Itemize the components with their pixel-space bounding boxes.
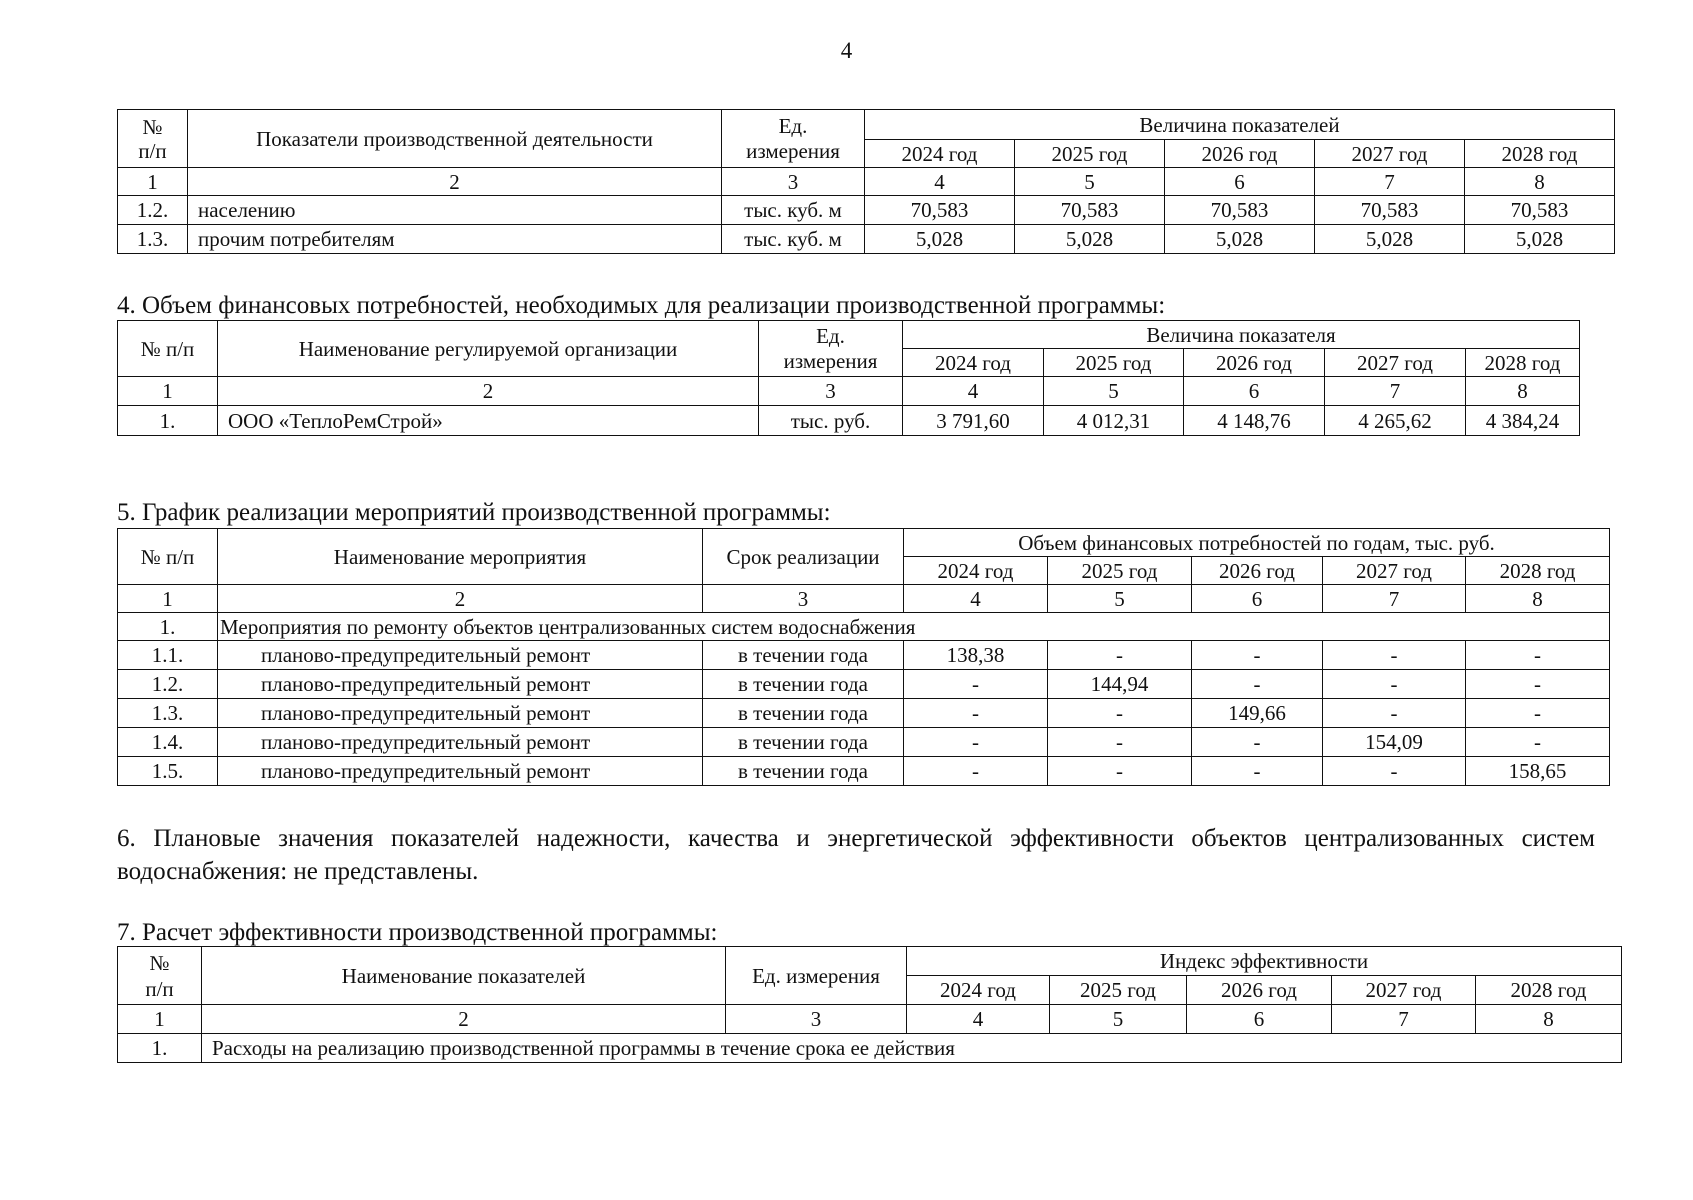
header-indicator: Показатели производственной деятельности: [188, 110, 722, 168]
row-value: 3 791,60: [903, 406, 1044, 436]
table-row: [118, 1034, 1622, 1063]
row-name: населению: [188, 196, 722, 225]
header-year: 2026 год: [1165, 140, 1315, 168]
row-value: -: [1048, 728, 1192, 757]
row-value: 5,028: [865, 225, 1015, 254]
col-index: 3: [703, 585, 904, 613]
header-year: 2024 год: [865, 140, 1015, 168]
row-value: -: [1192, 670, 1323, 699]
row-value: 4 148,76: [1184, 406, 1325, 436]
col-index: 1: [118, 168, 188, 196]
group-row-name: Мероприятия по ремонту объектов централизованных систем водоснабжения: [218, 613, 1610, 641]
row-value: 70,583: [865, 196, 1015, 225]
row-num: 1.3.: [118, 699, 218, 728]
col-index: 2: [188, 168, 722, 196]
row-activity: планово-предупредительный ремонт: [218, 670, 703, 699]
row-term: в течении года: [703, 670, 904, 699]
header-unit: Ед. измерения: [759, 321, 903, 377]
header-num: № п/п: [118, 321, 218, 377]
col-index: 8: [1476, 1005, 1622, 1034]
col-index: 4: [865, 168, 1015, 196]
col-index: 1: [118, 585, 218, 613]
row-term: в течении года: [703, 699, 904, 728]
row-value: -: [1466, 699, 1610, 728]
row-num: 1.3.: [118, 225, 188, 254]
header-activity: Наименование мероприятия: [218, 529, 703, 585]
header-year: 2026 год: [1192, 557, 1323, 585]
row-value: -: [904, 757, 1048, 786]
col-index: 3: [722, 168, 865, 196]
col-index: 5: [1050, 1005, 1187, 1034]
header-year: 2025 год: [1015, 140, 1165, 168]
header-year: 2027 год: [1325, 349, 1466, 377]
row-value: -: [1192, 757, 1323, 786]
column-index-row: [118, 377, 1580, 406]
header-values-group: Объем финансовых потребностей по годам, тыс. руб.: [904, 529, 1610, 557]
header-indicator: Наименование показателей: [202, 947, 726, 1005]
column-index-row: [118, 585, 1610, 613]
row-value: 4 265,62: [1325, 406, 1466, 436]
col-index: 8: [1466, 585, 1610, 613]
row-value: -: [1192, 728, 1323, 757]
table-row: [118, 641, 1610, 670]
header-year: 2026 год: [1184, 349, 1325, 377]
col-index: 6: [1165, 168, 1315, 196]
row-value: -: [1466, 728, 1610, 757]
row-value: 149,66: [1192, 699, 1323, 728]
header-year: 2025 год: [1048, 557, 1192, 585]
col-index: 8: [1465, 168, 1615, 196]
header-year: 2025 год: [1044, 349, 1184, 377]
header-num: № п/п: [118, 110, 188, 168]
row-value: 70,583: [1315, 196, 1465, 225]
header-index-group: Индекс эффективности: [907, 947, 1622, 976]
section-4-title: 4. Объем финансовых потребностей, необходимых для реализации производственной программы:: [117, 292, 1166, 319]
page-number: 4: [840, 38, 853, 63]
col-index: 4: [903, 377, 1044, 406]
row-value: -: [1323, 670, 1466, 699]
table-row: [118, 225, 1615, 254]
row-num: 1.2.: [118, 196, 188, 225]
row-num: 1.: [118, 1034, 202, 1063]
header-year: 2027 год: [1332, 976, 1476, 1005]
row-value: 5,028: [1015, 225, 1165, 254]
row-value: 138,38: [904, 641, 1048, 670]
row-num: 1.1.: [118, 641, 218, 670]
col-index: 2: [202, 1005, 726, 1034]
header-year: 2024 год: [907, 976, 1050, 1005]
section-5-title: 5. График реализации мероприятий производственной программы:: [117, 499, 831, 526]
table-row: [118, 699, 1610, 728]
row-num: 1.5.: [118, 757, 218, 786]
col-index: 6: [1187, 1005, 1332, 1034]
row-value: -: [1192, 641, 1323, 670]
header-year: 2024 год: [903, 349, 1044, 377]
row-value: 5,028: [1165, 225, 1315, 254]
row-num: 1.4.: [118, 728, 218, 757]
financial-needs-table: [117, 320, 1580, 436]
row-value: -: [1323, 699, 1466, 728]
row-value: 154,09: [1323, 728, 1466, 757]
col-index: 5: [1048, 585, 1192, 613]
header-unit: Ед. измерения: [726, 947, 907, 1005]
row-indicator: Расходы на реализацию производственной программы в течение срока ее действия: [202, 1034, 1622, 1063]
col-index: 7: [1325, 377, 1466, 406]
row-value: -: [904, 670, 1048, 699]
table-row: [118, 670, 1610, 699]
row-name: прочим потребителям: [188, 225, 722, 254]
header-term: Срок реализации: [703, 529, 904, 585]
col-index: 6: [1184, 377, 1325, 406]
efficiency-table: [117, 946, 1622, 1063]
row-activity: планово-предупредительный ремонт: [218, 728, 703, 757]
row-num: 1.: [118, 406, 218, 436]
header-num: № п/п: [118, 529, 218, 585]
row-value: -: [904, 699, 1048, 728]
row-value: -: [1466, 641, 1610, 670]
header-year: 2026 год: [1187, 976, 1332, 1005]
col-index: 5: [1044, 377, 1184, 406]
row-unit: тыс. руб.: [759, 406, 903, 436]
row-value: -: [1048, 699, 1192, 728]
col-index: 1: [118, 1005, 202, 1034]
col-index: 4: [907, 1005, 1050, 1034]
column-index-row: [118, 168, 1615, 196]
header-year: 2025 год: [1050, 976, 1187, 1005]
row-value: -: [1323, 641, 1466, 670]
row-value: 5,028: [1315, 225, 1465, 254]
section-7-title: 7. Расчет эффективности производственной программы:: [117, 919, 718, 946]
header-unit: Ед. измерения: [722, 110, 865, 168]
row-value: 70,583: [1165, 196, 1315, 225]
table-row: [118, 728, 1610, 757]
col-index: 2: [218, 377, 759, 406]
row-value: 4 384,24: [1466, 406, 1580, 436]
header-year: 2028 год: [1466, 557, 1610, 585]
row-value: -: [1048, 641, 1192, 670]
col-index: 3: [726, 1005, 907, 1034]
row-organization: ООО «ТеплоРемСтрой»: [218, 406, 759, 436]
header-values-group: Величина показателей: [865, 110, 1615, 140]
row-term: в течении года: [703, 641, 904, 670]
col-index: 3: [759, 377, 903, 406]
table-row: [118, 757, 1610, 786]
header-year: 2027 год: [1323, 557, 1466, 585]
activities-schedule-table: [117, 528, 1610, 786]
col-index: 2: [218, 585, 703, 613]
col-index: 1: [118, 377, 218, 406]
row-value: -: [904, 728, 1048, 757]
table-row: [118, 196, 1615, 225]
header-num: № п/п: [118, 947, 202, 1005]
header-year: 2028 год: [1465, 140, 1615, 168]
column-index-row: [118, 1005, 1622, 1034]
col-index: 7: [1315, 168, 1465, 196]
row-term: в течении года: [703, 728, 904, 757]
section-6-text: 6. Плановые значения показателей надежности, качества и энергетической эффективности объектов централизованных систем водоснабжения: не представлены.: [117, 825, 1595, 885]
table-row: [118, 406, 1580, 436]
col-index: 4: [904, 585, 1048, 613]
col-index: 8: [1466, 377, 1580, 406]
row-value: -: [1466, 670, 1610, 699]
row-num: 1.2.: [118, 670, 218, 699]
row-value: 70,583: [1015, 196, 1165, 225]
header-organization: Наименование регулируемой организации: [218, 321, 759, 377]
row-value: -: [1048, 757, 1192, 786]
row-unit: тыс. куб. м: [722, 196, 865, 225]
row-activity: планово-предупредительный ремонт: [218, 699, 703, 728]
col-index: 6: [1192, 585, 1323, 613]
col-index: 7: [1323, 585, 1466, 613]
header-year: 2027 год: [1315, 140, 1465, 168]
row-value: 158,65: [1466, 757, 1610, 786]
row-value: -: [1323, 757, 1466, 786]
header-year: 2028 год: [1476, 976, 1622, 1005]
row-num: 1.: [118, 613, 218, 641]
row-value: 144,94: [1048, 670, 1192, 699]
col-index: 7: [1332, 1005, 1476, 1034]
row-value: 70,583: [1465, 196, 1615, 225]
header-values-group: Величина показателя: [903, 321, 1580, 349]
row-value: 5,028: [1465, 225, 1615, 254]
group-row: [118, 613, 1610, 641]
row-activity: планово-предупредительный ремонт: [218, 641, 703, 670]
row-unit: тыс. куб. м: [722, 225, 865, 254]
row-activity: планово-предупредительный ремонт: [218, 757, 703, 786]
header-year: 2024 год: [904, 557, 1048, 585]
header-year: 2028 год: [1466, 349, 1580, 377]
col-index: 5: [1015, 168, 1165, 196]
production-indicators-table: [117, 109, 1615, 254]
row-term: в течении года: [703, 757, 904, 786]
row-value: 4 012,31: [1044, 406, 1184, 436]
